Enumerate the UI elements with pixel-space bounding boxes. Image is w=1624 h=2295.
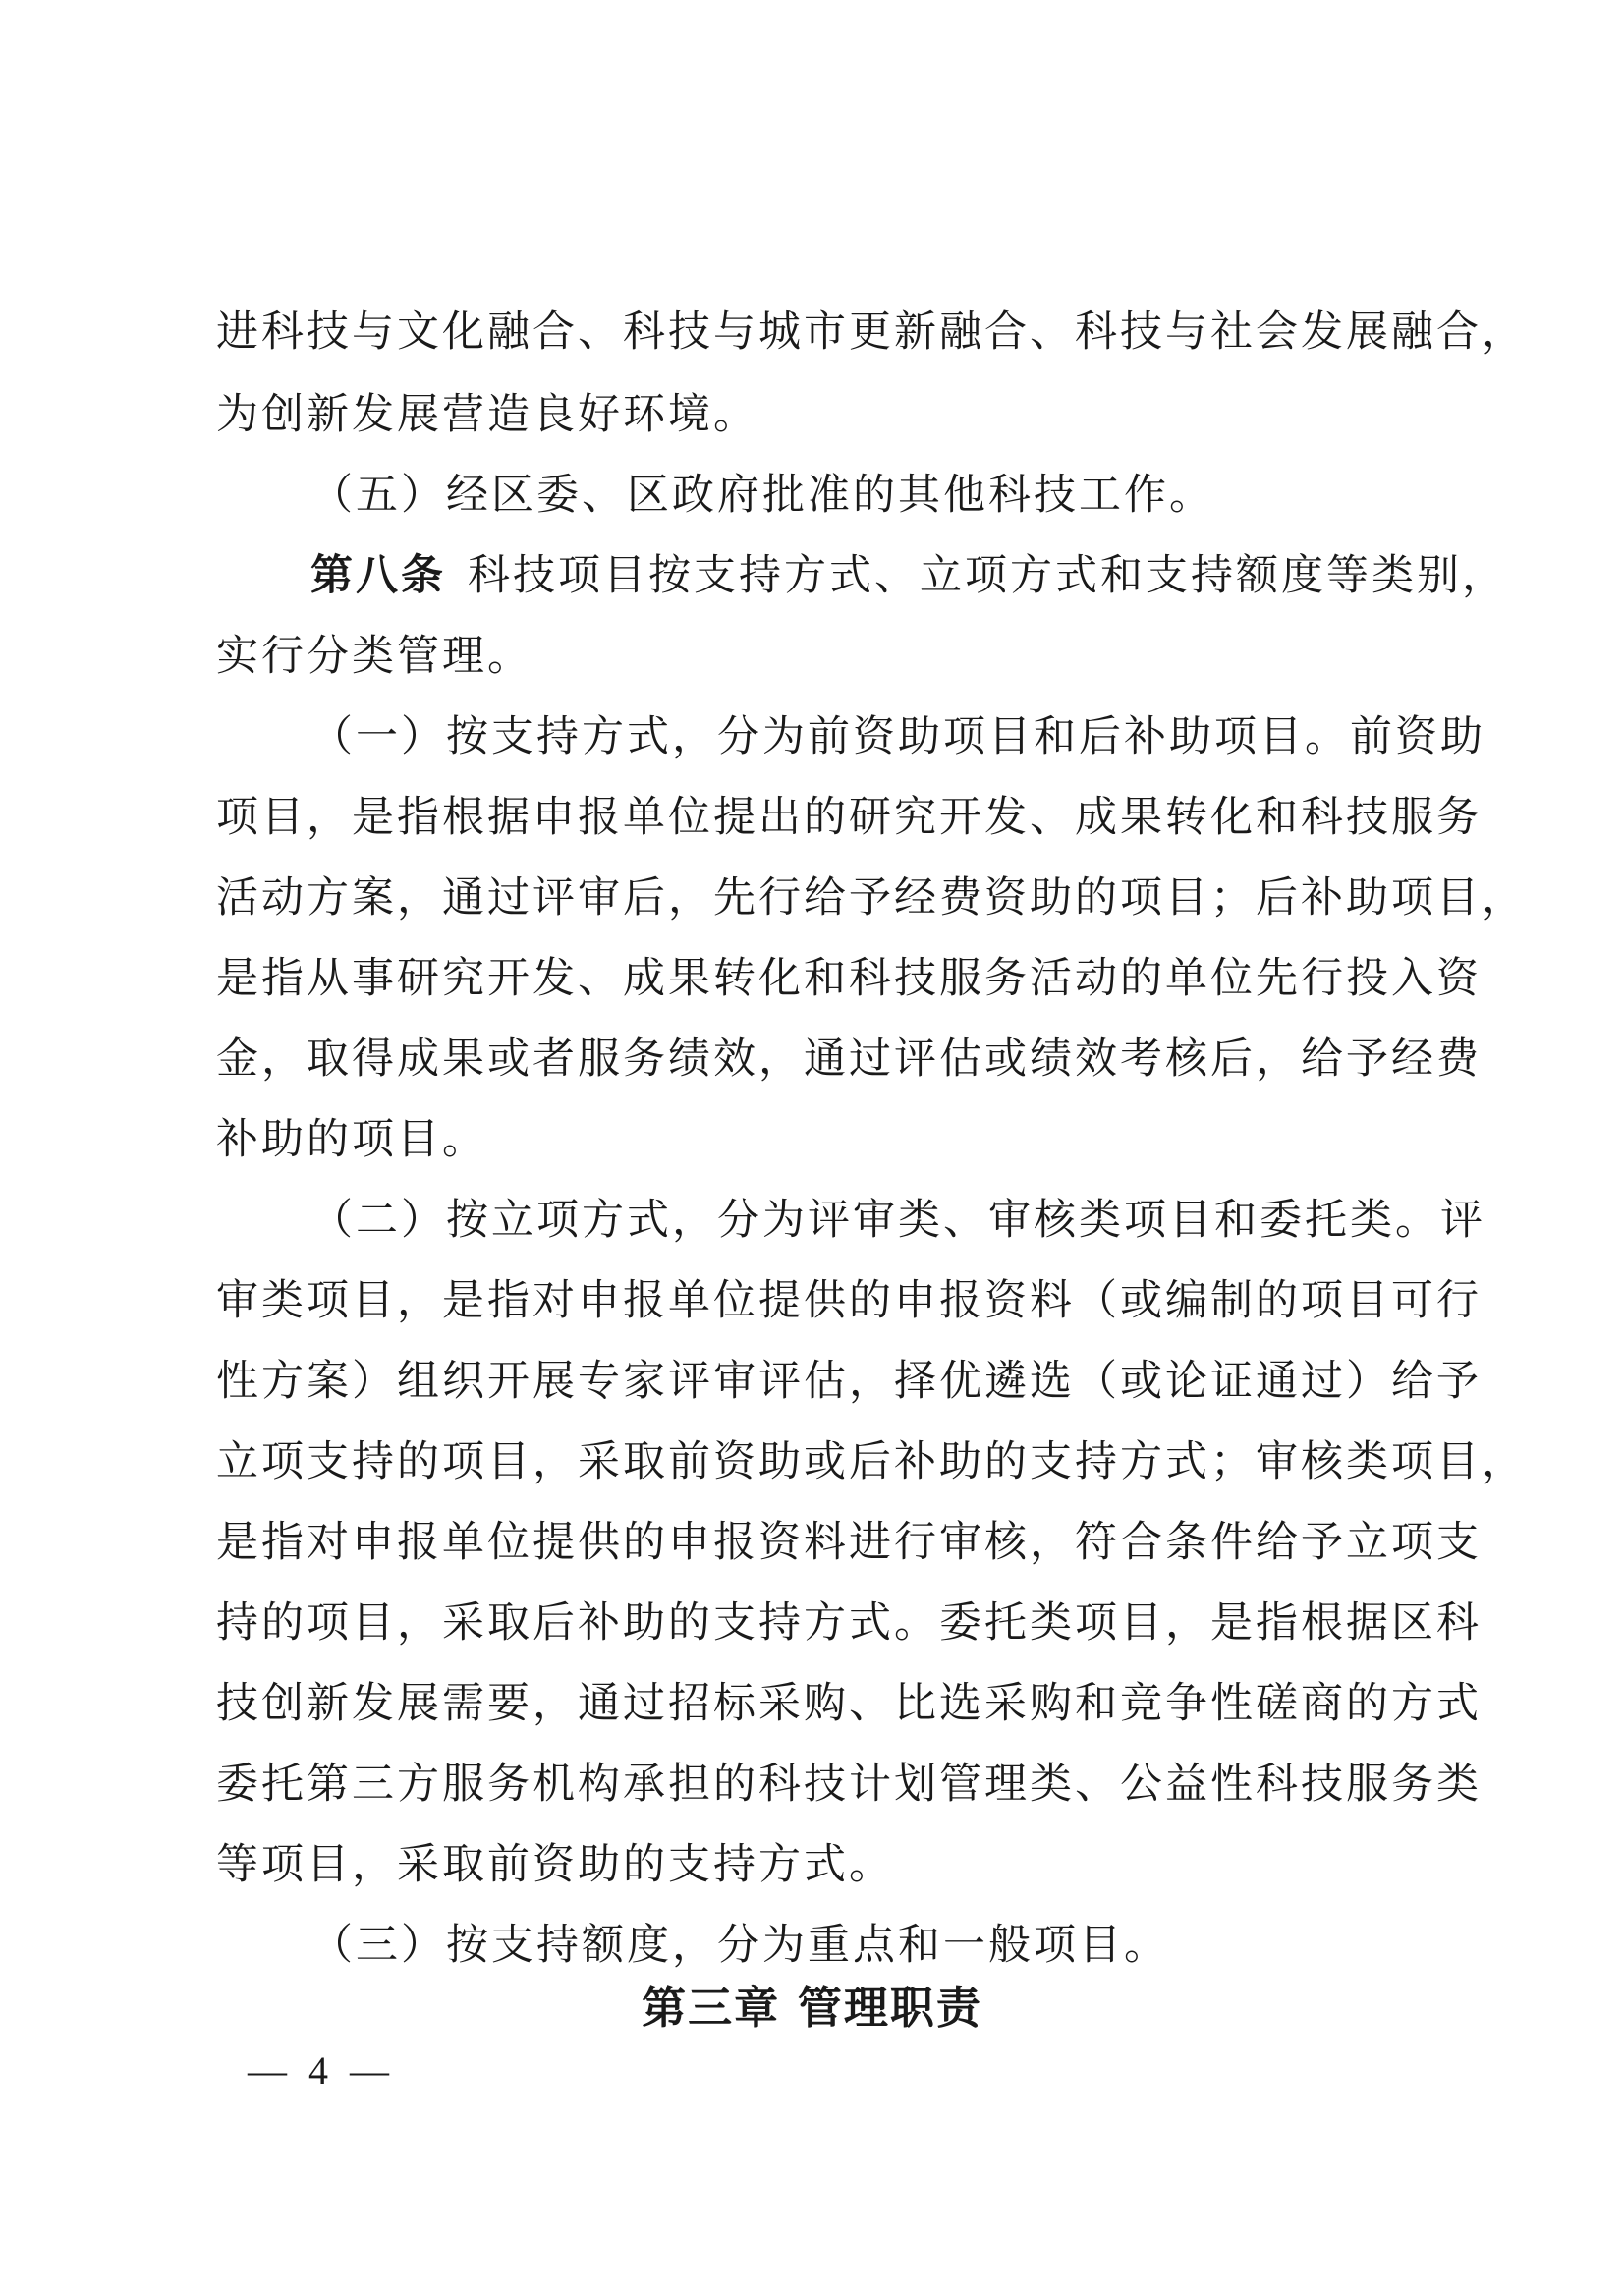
chapter-heading: 第三章 管理职责 [642,1982,982,2034]
paragraph-line: 技创新发展需要，通过招标采购、比选采购和竞争性磋商的方式 [216,1679,1482,1728]
paragraph-line: 委托第三方服务机构承担的科技计划管理类、公益性科技服务类 [216,1760,1482,1809]
page-number: — 4 — [248,2048,395,2093]
article-8-first-line [310,546,1507,605]
paragraph-line: 活动方案，通过评审后，先行给予经费资助的项目；后补助项目， [216,873,1527,923]
paragraph-line: 持的项目，采取后补助的支持方式。委托类项目，是指根据区科 [216,1598,1482,1648]
paragraph-line: （五）经区委、区政府批准的其他科技工作。 [310,471,1214,520]
paragraph-line: 金，取得成果或者服务绩效，通过评估或绩效考核后，给予经费 [216,1035,1482,1084]
paragraph-line: 是指对申报单位提供的申报资料进行审核，符合条件给予立项支 [216,1518,1482,1567]
paragraph-text: 科技项目按支持方式、立项方式和支持额度等类别， [468,551,1507,600]
paragraph-line: 进科技与文化融合、科技与城市更新融合、科技与社会发展融合， [216,308,1527,357]
paragraph-line: 性方案）组织开展专家评审评估，择优遴选（或论证通过）给予 [216,1357,1482,1406]
paragraph-line: 项目，是指根据申报单位提出的研究开发、成果转化和科技服务 [216,793,1482,842]
paragraph-line: （一）按支持方式，分为前资助项目和后补助项目。前资助 [310,712,1485,761]
paragraph-line: 是指从事研究开发、成果转化和科技服务活动的单位先行投入资 [216,954,1482,1003]
paragraph-line: 实行分类管理。 [216,632,532,681]
paragraph-line: 等项目，采取前资助的支持方式。 [216,1840,894,1889]
paragraph-line: （三）按支持额度，分为重点和一般项目。 [310,1921,1169,1970]
article-label: 第八条 [310,551,446,600]
paragraph-line: 立项支持的项目，采取前资助或后补助的支持方式；审核类项目， [216,1437,1527,1486]
paragraph-line: 补助的项目。 [216,1115,487,1164]
paragraph-line: 审类项目，是指对申报单位提供的申报资料（或编制的项目可行 [216,1276,1482,1325]
paragraph-line: 为创新发展营造良好环境。 [216,390,758,439]
paragraph-line: （二）按立项方式，分为评审类、审核类项目和委托类。评 [310,1196,1485,1245]
